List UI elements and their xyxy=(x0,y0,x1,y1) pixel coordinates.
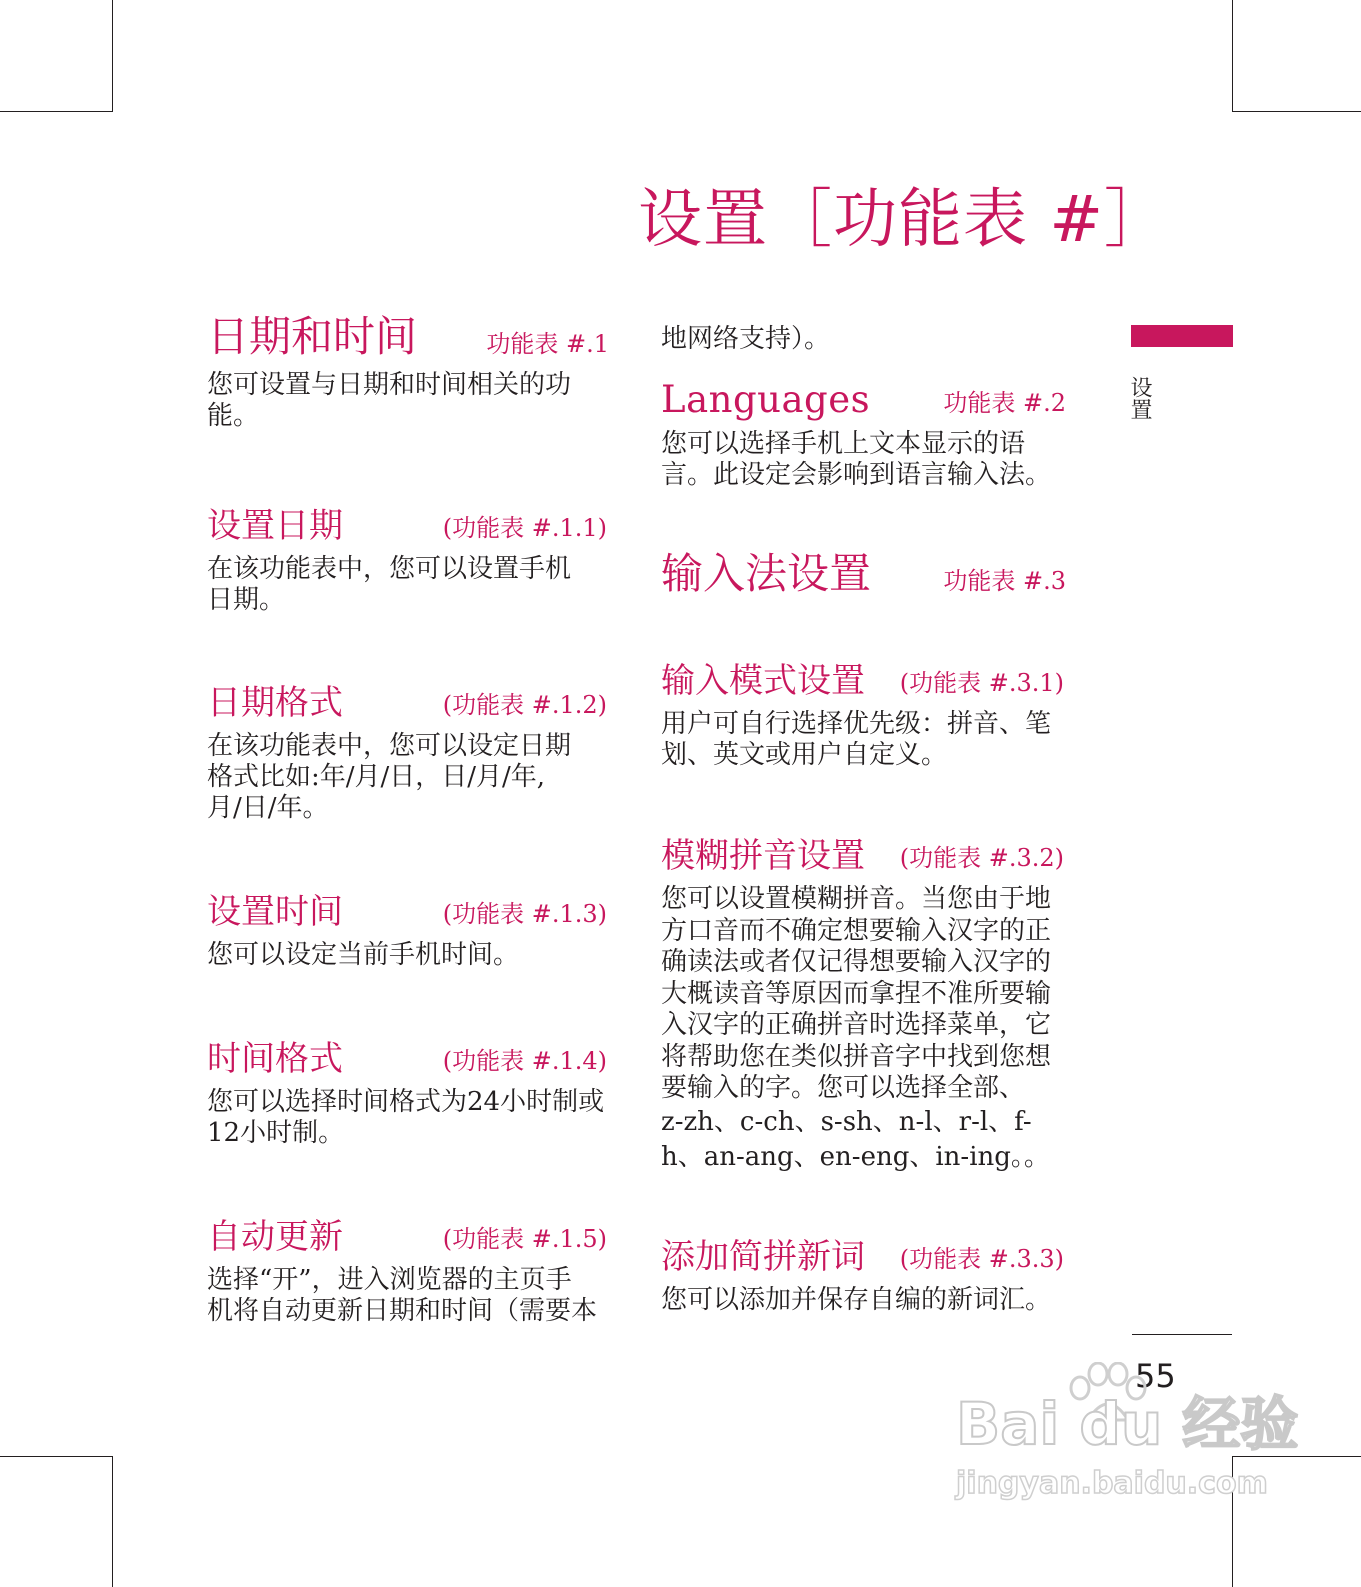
body-line: 能。 xyxy=(207,401,260,431)
body-line: 在该功能表中，您可以设定日期 xyxy=(207,731,572,761)
section-body xyxy=(661,709,1064,771)
body-line: 地网络支持）。 xyxy=(661,324,831,354)
section-date-and-time xyxy=(207,312,609,432)
watermark-url: jingyan.baidu.com xyxy=(956,1466,1268,1501)
menu-reference: (功能表 #.1.4) xyxy=(442,1047,607,1075)
section-title: 时间格式 xyxy=(207,1039,343,1079)
body-line: 您可以设置模糊拼音。当您由于地 xyxy=(661,884,1052,914)
section-body xyxy=(661,1285,1064,1316)
crop-mark xyxy=(112,1456,113,1587)
crop-mark xyxy=(1232,111,1361,112)
section-languages xyxy=(661,375,1066,491)
menu-reference: 功能表 #.2 xyxy=(943,389,1066,417)
section-title: 添加简拼新词 xyxy=(661,1237,865,1277)
menu-reference: 功能表 #.1 xyxy=(486,330,609,358)
body-line: 机将自动更新日期和时间（需要本 xyxy=(207,1296,598,1326)
body-line: 月/日/年。 xyxy=(207,793,329,823)
menu-reference: (功能表 #.1.2) xyxy=(442,691,607,719)
section-input-method xyxy=(661,549,1066,601)
section-title: 设置时间 xyxy=(207,892,343,932)
body-line: 您可以选择手机上文本显示的语 xyxy=(661,429,1026,459)
menu-reference: (功能表 #.1.1) xyxy=(442,514,607,542)
baidu-jingyan-watermark xyxy=(950,1362,1299,1512)
menu-reference: (功能表 #.3.3) xyxy=(899,1245,1064,1273)
section-title: 日期格式 xyxy=(207,683,343,723)
section-heading xyxy=(661,1231,1064,1279)
continuation-text xyxy=(661,324,1081,355)
body-line: 格式比如:年/月/日，日/月/年, xyxy=(207,762,546,792)
section-body xyxy=(661,429,1066,491)
section-title: 日期和时间 xyxy=(207,312,418,361)
crop-mark xyxy=(1232,0,1233,112)
section-title: 输入模式设置 xyxy=(661,661,865,701)
menu-reference: (功能表 #.3.2) xyxy=(899,844,1064,872)
body-line: 您可以选择时间格式为24小时制或 xyxy=(207,1087,605,1117)
section-add-abbr-words xyxy=(661,1231,1064,1316)
section-time-format xyxy=(207,1033,607,1149)
body-line: 要输入的字。您可以选择全部、 xyxy=(661,1073,1026,1103)
chapter-tab-marker xyxy=(1131,325,1233,347)
section-heading xyxy=(661,375,1066,423)
crop-mark xyxy=(112,0,113,112)
section-set-time xyxy=(207,886,607,971)
body-line: 入汉字的正确拼音时选择菜单，它 xyxy=(661,1010,1052,1040)
section-heading xyxy=(661,549,1066,601)
section-input-mode xyxy=(661,655,1064,771)
body-line: h、an-ang、en-eng、in-ing。。 xyxy=(661,1142,1050,1172)
body-line: 日期。 xyxy=(207,585,286,615)
section-body xyxy=(207,940,607,971)
section-body xyxy=(207,370,609,432)
body-line: 用户可自行选择优先级：拼音、笔 xyxy=(661,709,1052,739)
section-fuzzy-pinyin xyxy=(661,830,1064,1174)
body-line: 将帮助您在类似拼音字中找到您想 xyxy=(661,1041,1052,1072)
section-date-format xyxy=(207,677,607,824)
menu-reference: (功能表 #.3.1) xyxy=(899,669,1064,697)
menu-reference: 功能表 #.3 xyxy=(943,567,1066,595)
section-body xyxy=(207,1087,607,1149)
crop-mark xyxy=(0,1456,112,1457)
section-heading xyxy=(207,312,609,364)
page-title: 设置［功能表 #］ xyxy=(638,183,1169,257)
watermark-logo-text: Bai du 经验 xyxy=(956,1390,1299,1458)
section-heading xyxy=(661,830,1064,878)
body-line: 划、英文或用户自定义。 xyxy=(661,740,948,770)
section-title: 设置日期 xyxy=(207,506,343,546)
section-title: 自动更新 xyxy=(207,1217,343,1257)
body-line: 大概读音等原因而拿捏不准所要输 xyxy=(661,978,1052,1009)
body-line: 言。此设定会影响到语言输入法。 xyxy=(661,460,1052,490)
section-heading xyxy=(207,677,607,725)
body-line: 12小时制。 xyxy=(207,1118,345,1148)
body-line: 方口音而不确定想要输入汉字的正 xyxy=(661,915,1052,946)
section-heading xyxy=(207,1211,607,1259)
body-line: 确读法或者仅记得想要输入汉字的 xyxy=(661,947,1052,977)
section-body xyxy=(207,1265,607,1327)
section-heading xyxy=(207,500,607,548)
body-line: 在该功能表中，您可以设置手机 xyxy=(207,554,572,584)
section-body xyxy=(207,731,607,824)
section-heading xyxy=(207,1033,607,1081)
crop-mark xyxy=(0,111,112,112)
section-body xyxy=(661,884,1064,1174)
section-title: 模糊拼音设置 xyxy=(661,836,865,876)
section-set-date xyxy=(207,500,607,616)
body-line: z-zh、c-ch、s-sh、n-l、r-l、f- xyxy=(661,1106,1032,1137)
section-auto-update xyxy=(207,1211,607,1327)
section-heading xyxy=(207,886,607,934)
menu-reference: (功能表 #.1.3) xyxy=(442,900,607,928)
section-title: Languages xyxy=(661,378,871,421)
body-line: 您可以添加并保存自编的新词汇。 xyxy=(661,1285,1052,1315)
section-heading xyxy=(661,655,1064,703)
chapter-tab-label: 设置 xyxy=(1127,376,1152,420)
page-number: 55 xyxy=(1135,1357,1176,1395)
menu-reference: (功能表 #.1.5) xyxy=(442,1225,607,1253)
footer-rule xyxy=(1132,1334,1232,1335)
body-line: 选择“开”，进入浏览器的主页手 xyxy=(207,1265,572,1295)
body-line: 您可设置与日期和时间相关的功 xyxy=(207,370,572,400)
section-title: 输入法设置 xyxy=(661,549,872,598)
section-body xyxy=(207,554,607,616)
body-line: 您可以设定当前手机时间。 xyxy=(207,940,520,970)
